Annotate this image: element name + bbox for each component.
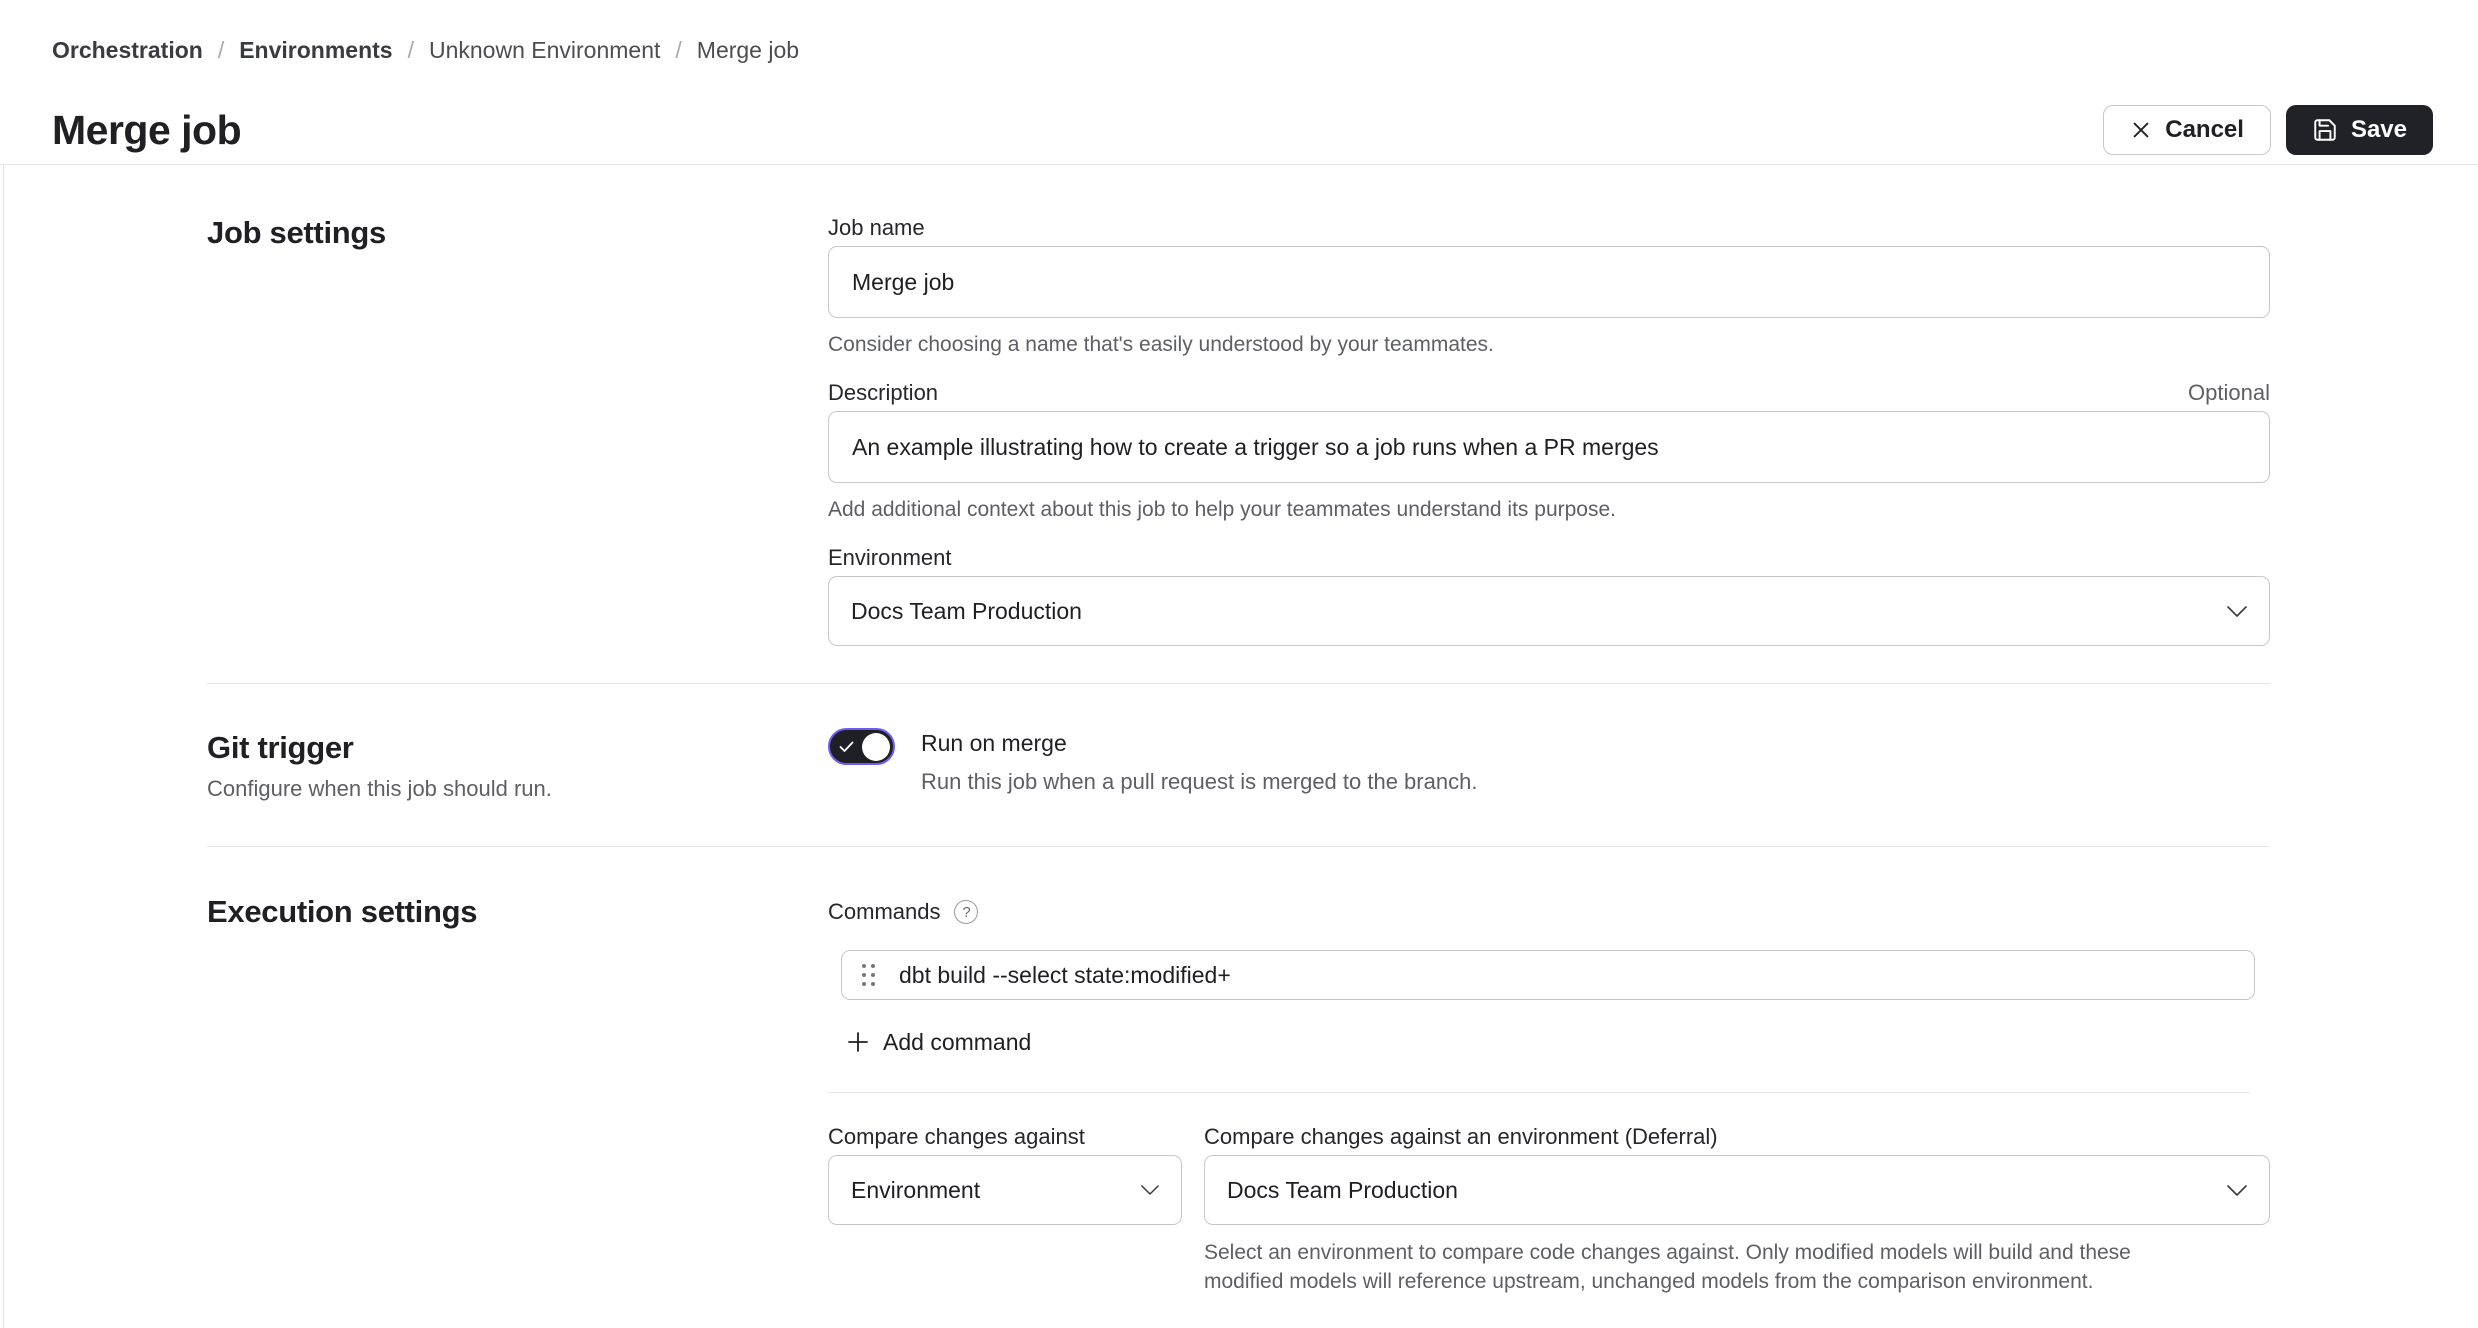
save-button[interactable] — [2286, 105, 2433, 155]
git-trigger-section — [0, 684, 2478, 846]
compare-row — [828, 1122, 2270, 1296]
breadcrumb — [52, 38, 2433, 63]
execution-settings-left — [207, 892, 828, 1296]
environment-select[interactable] — [828, 576, 2270, 646]
job-settings-form — [828, 213, 2270, 646]
cancel-button-label: Cancel — [2165, 116, 2244, 143]
run-on-merge-description: Run this job when a pull request is merged to the branch. — [921, 769, 1478, 794]
run-on-merge-label: Run on merge — [921, 730, 1067, 756]
run-on-merge-row — [828, 728, 2270, 796]
description-input[interactable] — [828, 411, 2270, 483]
job-name-input[interactable] — [828, 246, 2270, 318]
breadcrumb-merge-job: Merge job — [696, 37, 800, 63]
breadcrumb-separator: / — [407, 37, 414, 63]
job-name-field — [828, 213, 2270, 358]
description-helper: Add additional context about this job to help your teammates understand its purpose. — [828, 498, 1616, 521]
deferral-helper — [1204, 1238, 2270, 1296]
environment-label: Environment — [828, 545, 952, 570]
environment-select-value: Docs Team Production — [851, 597, 1082, 624]
drag-handle-icon[interactable] — [862, 964, 875, 986]
compare-against-value: Environment — [851, 1176, 981, 1203]
add-command-label: Add command — [883, 1029, 1032, 1055]
check-icon — [839, 741, 854, 753]
command-text[interactable]: dbt build --select state:modified+ — [899, 961, 1231, 988]
title-row — [52, 105, 2433, 155]
plus-icon — [846, 1030, 870, 1054]
chevron-down-icon — [2227, 606, 2247, 617]
deferral-field — [1204, 1122, 2270, 1296]
save-button-label: Save — [2350, 116, 2407, 143]
description-optional-badge: Optional — [2188, 380, 2270, 405]
commands-label-row — [828, 897, 2270, 927]
run-on-merge-toggle[interactable] — [828, 728, 895, 765]
deferral-value: Docs Team Production — [1227, 1176, 1458, 1203]
chevron-down-icon — [1141, 1185, 1159, 1195]
header-actions — [2103, 105, 2433, 155]
breadcrumb-unknown-environment[interactable]: Unknown Environment — [428, 37, 661, 63]
command-row[interactable] — [841, 950, 2255, 1000]
commands-label: Commands — [828, 899, 941, 924]
job-settings-left — [207, 213, 828, 646]
compare-against-select[interactable] — [828, 1155, 1182, 1225]
execution-settings-heading: Execution settings — [207, 894, 478, 929]
question-circle-icon[interactable]: ? — [954, 900, 978, 924]
execution-settings-form — [828, 892, 2270, 1296]
job-settings-section — [0, 165, 2478, 683]
breadcrumb-orchestration[interactable]: Orchestration — [52, 37, 203, 63]
page-title: Merge job — [52, 107, 242, 153]
run-on-merge-text — [921, 728, 1477, 796]
deferral-label: Compare changes against an environment (Deferral) — [1204, 1124, 1718, 1149]
job-settings-heading: Job settings — [207, 215, 386, 250]
description-label-row — [828, 378, 2270, 408]
compare-against-field — [828, 1122, 1182, 1296]
deferral-helper-line2: modified models will reference upstream, unchanged models from the comparison environment. — [1204, 1270, 2094, 1293]
breadcrumb-environments[interactable]: Environments — [239, 37, 393, 63]
execution-divider — [828, 1092, 2250, 1093]
breadcrumb-separator: / — [217, 37, 225, 63]
floppy-save-icon — [2312, 117, 2338, 143]
content-left-border — [3, 165, 4, 1328]
execution-settings-section — [0, 847, 2478, 1296]
x-icon — [2130, 119, 2152, 141]
description-field — [828, 378, 2270, 523]
deferral-select[interactable] — [1204, 1155, 2270, 1225]
cancel-button[interactable] — [2103, 105, 2271, 155]
chevron-down-icon — [2227, 1185, 2247, 1196]
job-name-helper: Consider choosing a name that's easily understood by your teammates. — [828, 333, 1494, 356]
description-label: Description — [828, 380, 939, 405]
git-trigger-subheading: Configure when this job should run. — [207, 776, 552, 801]
git-trigger-heading: Git trigger — [207, 730, 354, 765]
job-name-label: Job name — [828, 215, 925, 240]
page-header — [0, 0, 2478, 165]
toggle-knob — [862, 733, 890, 761]
add-command-button[interactable] — [846, 1027, 1031, 1057]
environment-field — [828, 543, 2270, 646]
breadcrumb-separator: / — [675, 37, 682, 63]
git-trigger-form — [828, 728, 2270, 803]
compare-against-label: Compare changes against — [828, 1124, 1085, 1149]
deferral-helper-line1: Select an environment to compare code changes against. Only modified models will build and these — [1204, 1241, 2131, 1264]
git-trigger-left — [207, 728, 828, 803]
